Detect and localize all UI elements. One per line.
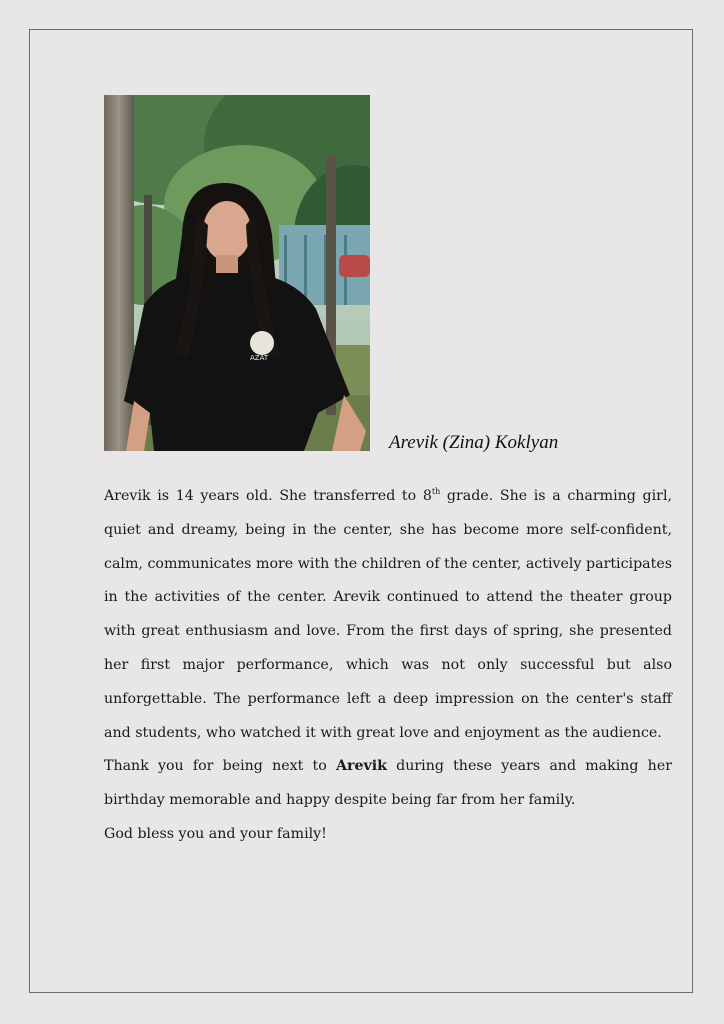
bio-paragraph-3: God bless you and your family!	[104, 825, 327, 842]
portrait-image	[104, 95, 370, 451]
person-name-caption: Arevik (Zina) Koklyan	[389, 432, 559, 453]
shirt-print: AZAT	[250, 354, 269, 362]
bio-text	[104, 480, 672, 852]
bio-p1-rest: grade. She is a charming girl, quiet and dreamy, being in the center, she has become more self-confident, calm, communicates more with the children of the center, actively participates in the activities of the center. Arevik continued to attend the theater group with great enthusiasm and love. From the first days of spring, she presented her first major performance, which was not only successful but also unforgettable. The performance left a deep impression on the center's staff and students, who watched it with great love and enjoyment as the audience.	[104, 488, 672, 741]
bio-p1-start: Arevik is 14 years old. She transferred to 8	[104, 488, 432, 504]
bio-paragraph-2	[104, 750, 672, 818]
bio-p2-name: Arevik	[335, 758, 387, 775]
bio-paragraph-1	[104, 480, 672, 750]
portrait-photo	[104, 95, 370, 451]
grade-ordinal-suffix: th	[431, 487, 441, 496]
bio-p2-start: Thank you for being next to	[104, 758, 336, 775]
bio-p2-rest: during these years and making her birthday memorable and happy despite being far from her family.	[104, 758, 672, 809]
